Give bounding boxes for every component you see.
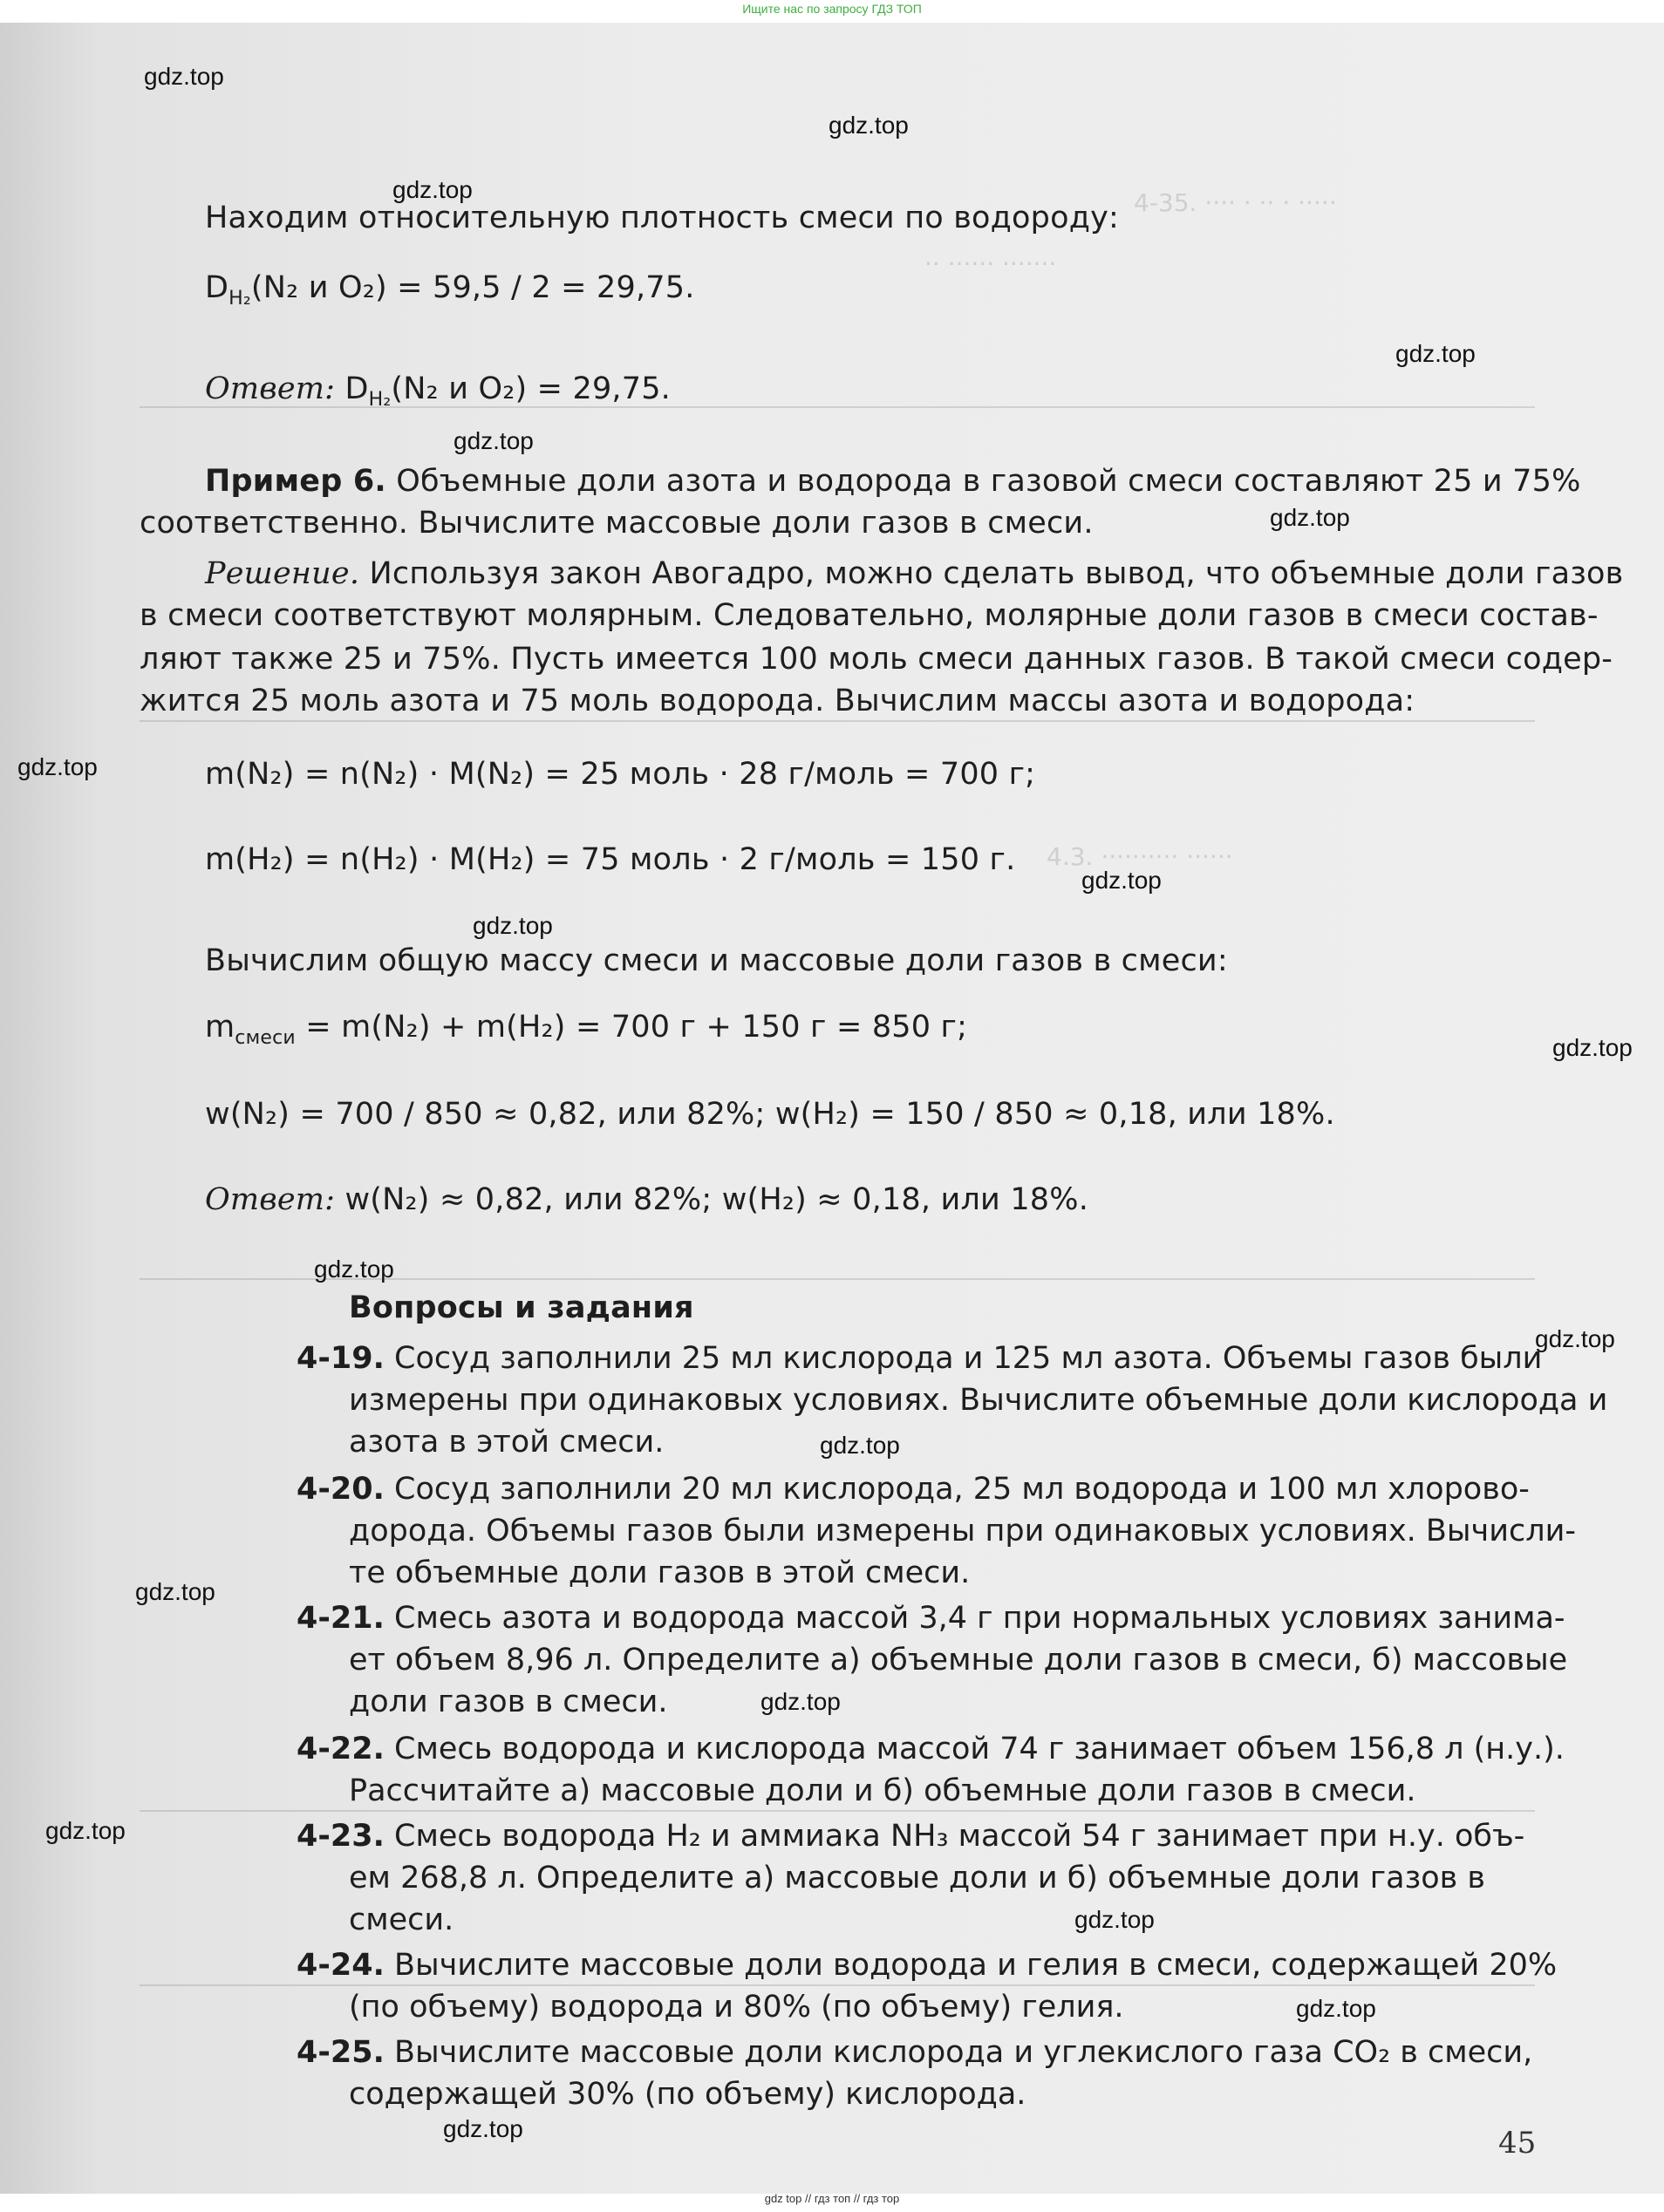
question-4-24 <box>297 1946 1557 1985</box>
example-line <box>205 462 1581 500</box>
watermark: gdz.top <box>454 427 534 454</box>
bleed-through-text: ·· ······ ······· <box>924 249 1057 278</box>
formula-mass-h2: m(H₂) = n(H₂) · M(H₂) = 75 моль · 2 г/моль = 150 г. <box>205 842 1016 877</box>
section-title: Вопросы и задания <box>349 1290 694 1325</box>
question-text: измерены при одинаковых условиях. Вычислите объемные доли кислорода и <box>349 1383 1608 1418</box>
question-text: ем 268,8 л. Определите а) массовые доли и б) объемные доли газов в <box>349 1861 1486 1896</box>
question-number: 4-19. <box>297 1341 385 1376</box>
solution-line: ляют также 25 и 75%. Пусть имеется 100 моль смеси данных газов. В такой смеси содер- <box>140 642 1613 677</box>
watermark: gdz.top <box>473 912 553 939</box>
question-text: Рассчитайте а) массовые доли и б) объемные доли газов в смеси. <box>349 1773 1416 1808</box>
mass-symbol: m <box>205 1010 235 1045</box>
question-number: 4-20. <box>297 1472 385 1507</box>
density-subscript: H₂ <box>368 389 392 411</box>
formula-mass-fractions: w(N₂) = 700 / 850 ≈ 0,82, или 82%; w(H₂) = 150 / 850 ≈ 0,18, или 18%. <box>205 1097 1335 1132</box>
watermark: gdz.top <box>392 176 473 203</box>
density-symbol: D <box>344 371 369 406</box>
density-symbol: D <box>205 270 229 305</box>
question-4-20 <box>297 1470 1530 1509</box>
answer-label: Ответ: <box>205 1182 336 1217</box>
watermark: gdz.top <box>45 1817 126 1844</box>
example-line: соответственно. Вычислите массовые доли газов в смеси. <box>140 506 1094 541</box>
solution-line: жится 25 моль азота и 75 моль водорода. Вычислим массы азота и водорода: <box>140 684 1415 718</box>
question-text: содержащей 30% (по объему) кислорода. <box>349 2077 1026 2112</box>
watermark: gdz.top <box>1081 867 1162 894</box>
question-4-21 <box>297 1599 1565 1638</box>
watermark: gdz.top <box>1296 1995 1376 2022</box>
question-text: Сосуд заполнили 25 мл кислорода и 125 мл азота. Объемы газов были <box>394 1341 1543 1376</box>
density-expression: (N₂ и O₂) = 59,5 / 2 = 29,75. <box>250 270 695 305</box>
question-text: Смесь азота и водорода массой 3,4 г при нормальных условиях занима- <box>394 1601 1565 1636</box>
bottom-banner: gdz top // гдз топ // гдз тор <box>764 2192 900 2205</box>
question-text: Смесь водорода H₂ и аммиака NH₃ массой 54 г занимает при н.у. объ- <box>394 1819 1525 1854</box>
answer-label: Ответ: <box>205 371 336 406</box>
watermark: gdz.top <box>829 112 909 139</box>
question-text: доли газов в смеси. <box>349 1685 668 1719</box>
solution-line <box>205 555 1624 593</box>
watermark: gdz.top <box>314 1256 394 1283</box>
solution-line: в смеси соответствуют молярным. Следовательно, молярные доли газов в смеси состав- <box>140 598 1599 633</box>
density-answer <box>205 370 671 419</box>
density-formula <box>205 269 695 318</box>
question-number: 4-25. <box>297 2035 385 2070</box>
watermark: gdz.top <box>17 753 98 780</box>
mass-subscript: смеси <box>235 1027 296 1049</box>
watermark: gdz.top <box>760 1688 841 1715</box>
question-number: 4-22. <box>297 1732 385 1766</box>
watermark: gdz.top <box>135 1578 215 1605</box>
question-number: 4-23. <box>297 1819 385 1854</box>
question-text: Сосуд заполнили 20 мл кислорода, 25 мл водорода и 100 мл хлорово- <box>394 1472 1530 1507</box>
formula-mass-n2: m(N₂) = n(N₂) · M(N₂) = 25 моль · 28 г/моль = 700 г; <box>205 757 1036 792</box>
book-page <box>0 23 1664 2194</box>
question-text: (по объему) водорода и 80% (по объему) гелия. <box>349 1990 1124 2025</box>
watermark: gdz.top <box>1535 1325 1615 1352</box>
example-answer <box>205 1181 1088 1219</box>
question-text: Вычислите массовые доли водорода и гелия в смеси, содержащей 20% <box>394 1948 1558 1983</box>
bleed-through-text: 4.3. ·········· ······ <box>1047 842 1233 871</box>
formula-total-mass <box>205 1008 967 1058</box>
density-subscript: H₂ <box>228 288 251 310</box>
example-label: Пример 6. <box>205 464 386 499</box>
watermark: gdz.top <box>1074 1906 1155 1933</box>
watermark: gdz.top <box>443 2115 523 2142</box>
calc-intro: Вычислим общую массу смеси и массовые доли газов в смеси: <box>205 943 1228 978</box>
question-text: Вычислите массовые доли кислорода и углекислого газа CO₂ в смеси, <box>394 2035 1533 2070</box>
solution-text: Используя закон Авогадро, можно сделать вывод, что объемные доли газов <box>369 556 1624 591</box>
question-4-22 <box>297 1730 1565 1769</box>
watermark: gdz.top <box>144 63 224 90</box>
density-intro: Находим относительную плотность смеси по водороду: <box>205 201 1120 235</box>
question-4-25 <box>297 2033 1532 2072</box>
question-number: 4-24. <box>297 1948 385 1983</box>
question-text: азота в этой смеси. <box>349 1425 665 1460</box>
watermark: gdz.top <box>1270 504 1350 531</box>
watermark: gdz.top <box>1395 340 1476 367</box>
solution-label: Решение. <box>205 556 360 591</box>
bleed-through-rule <box>140 720 1535 722</box>
page-number: 45 <box>1498 2126 1537 2161</box>
top-banner: Ищите нас по запросу ГДЗ ТОП <box>742 2 922 16</box>
question-text: дорода. Объемы газов были измерены при одинаковых условиях. Вычисли- <box>349 1514 1576 1548</box>
watermark: gdz.top <box>1552 1034 1633 1061</box>
bleed-through-text: 4-35. ···· · ·· · ····· <box>1134 188 1337 217</box>
total-mass-expression: = m(N₂) + m(H₂) = 700 г + 150 г = 850 г; <box>295 1010 968 1045</box>
question-text: ет объем 8,96 л. Определите а) объемные доли газов в смеси, б) массовые <box>349 1643 1568 1678</box>
example-answer-text: w(N₂) ≈ 0,82, или 82%; w(H₂) ≈ 0,18, или 18%. <box>344 1182 1089 1217</box>
watermark: gdz.top <box>820 1432 900 1459</box>
question-text: Смесь водорода и кислорода массой 74 г занимает объем 156,8 л (н.у.). <box>394 1732 1565 1766</box>
question-text: смеси. <box>349 1902 454 1937</box>
question-4-23 <box>297 1817 1524 1856</box>
question-number: 4-21. <box>297 1601 385 1636</box>
question-4-19 <box>297 1339 1542 1378</box>
density-answer-expression: (N₂ и O₂) = 29,75. <box>391 371 672 406</box>
question-text: те объемные доли газов в этой смеси. <box>349 1555 971 1590</box>
example-text: Объемные доли азота и водорода в газовой смеси составляют 25 и 75% <box>396 464 1581 499</box>
